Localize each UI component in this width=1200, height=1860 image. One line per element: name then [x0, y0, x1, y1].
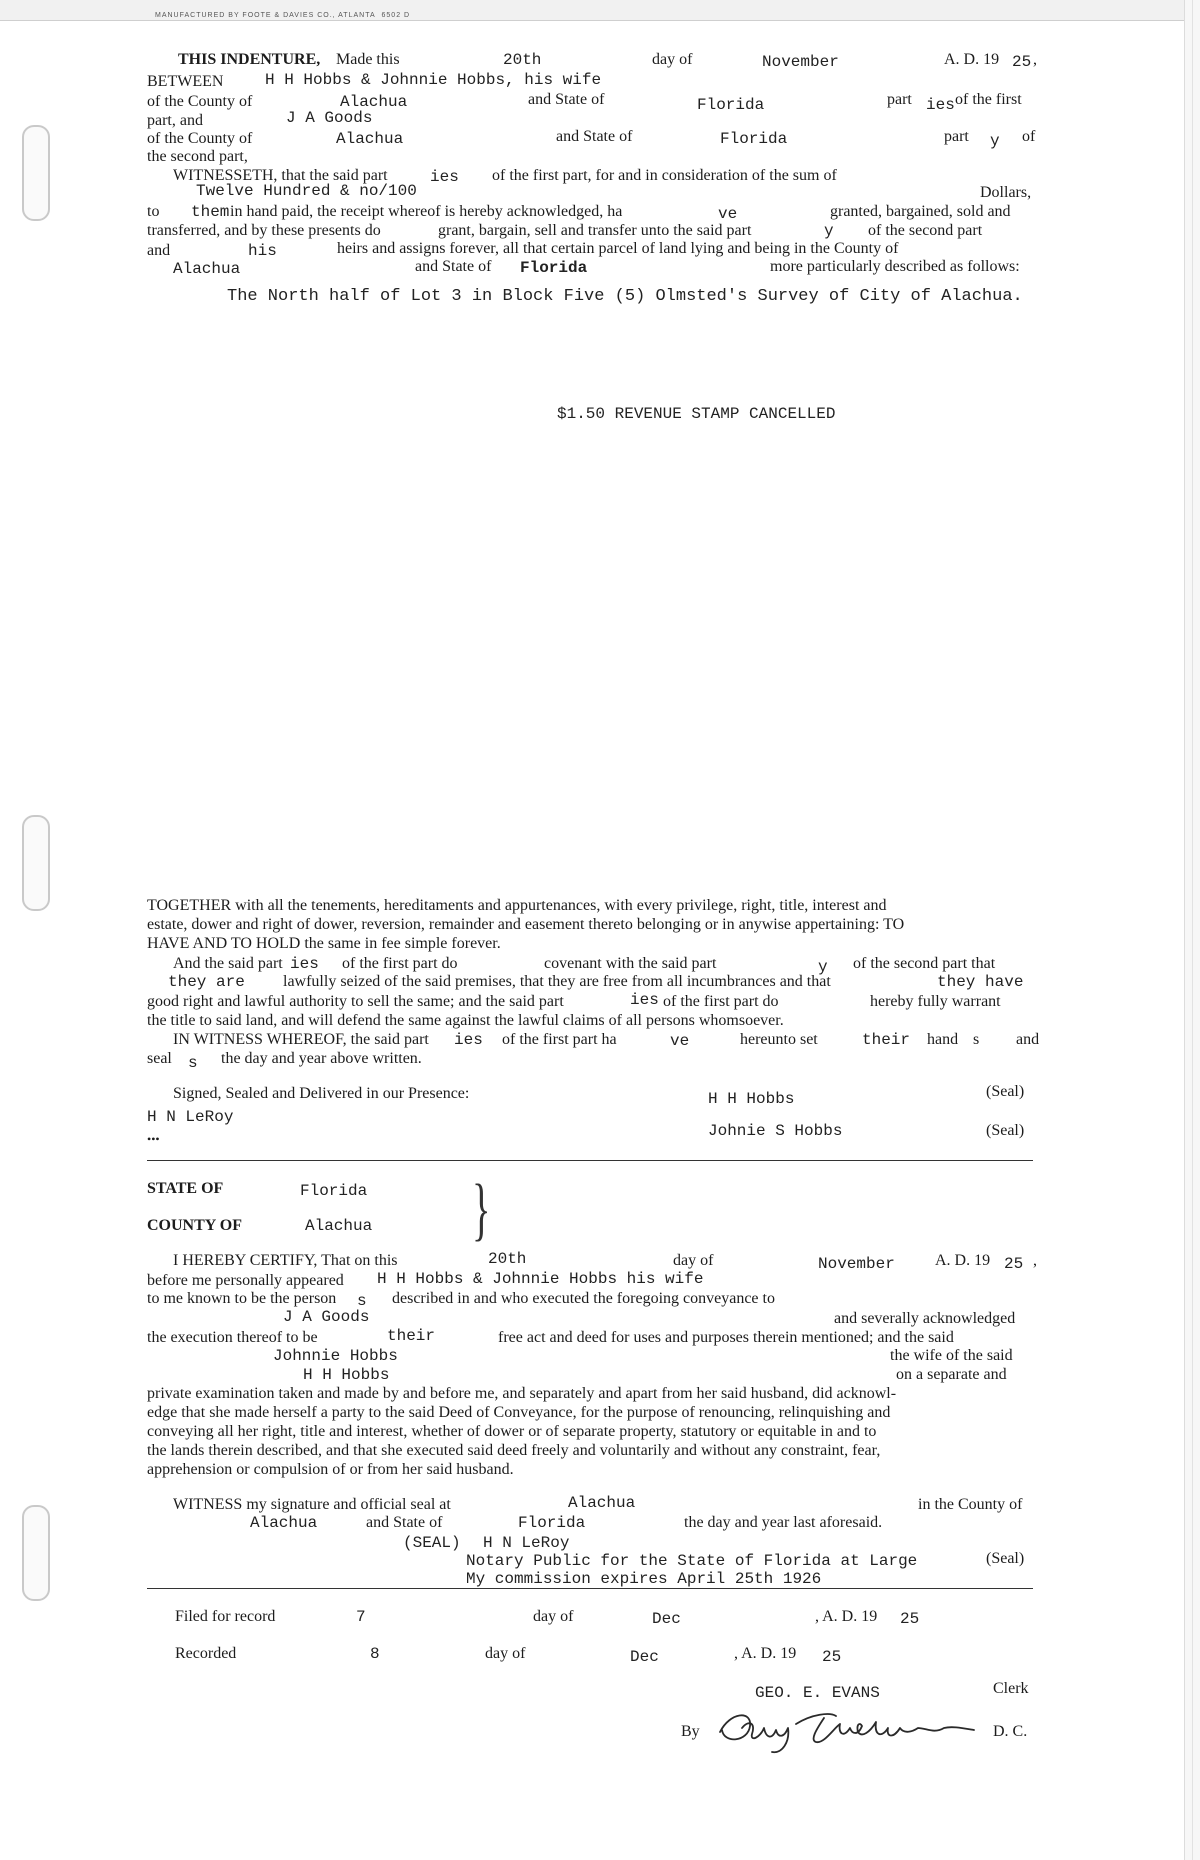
- grantor-signature-2: Johnie S Hobbs: [708, 1122, 843, 1140]
- notary-name: H N LeRoy: [483, 1534, 570, 1552]
- section-divider: [147, 1160, 1033, 1161]
- indenture-heading: THIS INDENTURE,: [178, 51, 321, 68]
- deputy-clerk-signature: [712, 1692, 1002, 1762]
- land-state: Florida: [520, 259, 588, 277]
- ack-wife-name: Johnnie Hobbs: [273, 1347, 398, 1365]
- recorded-day: 8: [370, 1645, 380, 1663]
- recorded-year: 25: [822, 1648, 842, 1666]
- manufacturer-imprint: MANUFACTURED BY FOOTE & DAVIES CO., ATLANTA 6502 D: [155, 12, 411, 19]
- witness-name: H N LeRoy: [147, 1108, 234, 1126]
- binder-hole-icon: [22, 1505, 50, 1601]
- grantor-signature-1: H H Hobbs: [708, 1090, 795, 1108]
- grantee-state: Florida: [720, 130, 788, 148]
- grantee-name: J A Goods: [286, 109, 373, 127]
- notary-seal-mark: (SEAL): [403, 1534, 461, 1552]
- grantor-state: Florida: [697, 96, 765, 114]
- legal-description: The North half of Lot 3 in Block Five (5) Olmsted's Survey of City of Alachua.: [227, 287, 1023, 306]
- ack-appeared-names: H H Hobbs & Johnnie Hobbs his wife: [377, 1270, 704, 1288]
- deed-month: November: [762, 53, 839, 71]
- notary-title: Notary Public for the State of Florida at Large: [466, 1552, 918, 1570]
- grantors-names: H H Hobbs & Johnnie Hobbs, his wife: [265, 71, 602, 89]
- brace-icon: }: [472, 1171, 491, 1248]
- grantee-county: Alachua: [336, 130, 404, 148]
- clerk-name: GEO. E. EVANS: [755, 1684, 880, 1702]
- land-county: Alachua: [173, 260, 241, 278]
- filed-year: 25: [900, 1610, 920, 1628]
- filed-month: Dec: [652, 1610, 681, 1628]
- section-divider: [147, 1588, 1033, 1589]
- revenue-stamp-note: $1.50 REVENUE STAMP CANCELLED: [557, 405, 836, 423]
- consideration-sum: Twelve Hundred & no/100: [196, 182, 417, 200]
- notary-commission: My commission expires April 25th 1926: [466, 1570, 822, 1588]
- ack-county: Alachua: [305, 1217, 373, 1235]
- binder-hole-icon: [22, 125, 50, 221]
- grantor-county: Alachua: [340, 93, 408, 111]
- recorded-month: Dec: [630, 1648, 659, 1666]
- deed-day: 20th: [503, 51, 542, 69]
- deed-year: 25: [1012, 53, 1032, 71]
- deed-page: MANUFACTURED BY FOOTE & DAVIES CO., ATLANTA 6502 D THIS INDENTURE, Made this 20th day of November A. D. 19 25 , BETWEEN H H Hobbs & Johnnie Hobbs, his wife of the County of Alachua and State of Florida part ies of the first part, and J A Goods of the County of Alachua and State of Florida part y of the second part, WITNESSETH, that the said part ies of the first part, for and in consideration of the sum of Twelve Hundred & no/100 Dollars, to them in hand paid, the receipt whereof is hereby acknowledged, ha ve granted, bargained, sold and transferred, and by these presents do grant, bargain, sell and transfer unto the said part y of the second part and his heirs and assigns forever, all that certain parcel of land lying and being in the County of Alachua and State of Florida more particularly described as follows: The North half of Lot 3 in Block Five (5) Olmsted's Survey of City of Alachua. $1.50 REVENUE STAMP CANCELLED TOGETHER with all the tenements, hereditaments and appurtenances, with every privilege, right, title, interest and estate, dower and right of dower, reversion, remainder and easement thereto belonging or in anywise appertaining: TO HAVE AND TO HOLD the same in fee simple forever. And the said part ies of the first part do covenant with the said part y of the second part that they are lawfully seized of the said premises, that they are free from all incumbrances and that they have good right and lawful authority to sell the same; and the said part ies of the first part do hereby fully warrant the title to said land, and will defend the same against the lawful claims of all persons whomsoever. IN WITNESS WHEREOF, the said part ies of the first part ha ve hereunto set their hand s and seal s the day and year above written. Signed, Sealed and Delivered in our Presence: H N LeRoy ••• H H Hobbs (Seal) Johnie S Hobbs (Seal) STATE OF Florida COUNTY OF Alachua } I HEREBY CERTIFY, That on this 20th day of November A. D. 19 25 , before me personally appeared H H Hobbs & Johnnie Hobbs his wife to me known to be the person s described in and who executed the foregoing conveyance to J A Goods and severally acknowledged the execution thereof to be their free act and deed for uses and purposes therein mentioned; and the said Johnnie Hobbs the wife of the said H H Hobbs on a separate and private examination taken and made by and before me, and separately and apart from her said husband, did acknowl- edge that she made herself a party to the said Deed of Conveyance, for the purpose of renouncing, relinquishing and conveying all her right, title and interest, whether of dower or of separate property, statutory or equitable in and to the lands therein described, and that she executed said deed freely and voluntarily and without any constraint, fear, apprehension or compulsion of or from her said husband. WITNESS my signature and official seal at Alachua in the County of Alachua and State of Florida the day and year last aforesaid. (SEAL) H N LeRoy Notary Public for the State of Florida at Large (Seal) My commission expires April 25th 1926 Filed for record 7 day of Dec , A. D. 19 25 Recorded 8 day of Dec , A. D. 19 25 GEO. E. EVANS Clerk By D. C.: [0, 0, 1200, 1860]
- ack-state: Florida: [300, 1182, 368, 1200]
- ack-husband-name: H H Hobbs: [303, 1366, 390, 1384]
- filed-day: 7: [356, 1608, 366, 1626]
- binder-hole-icon: [22, 815, 50, 911]
